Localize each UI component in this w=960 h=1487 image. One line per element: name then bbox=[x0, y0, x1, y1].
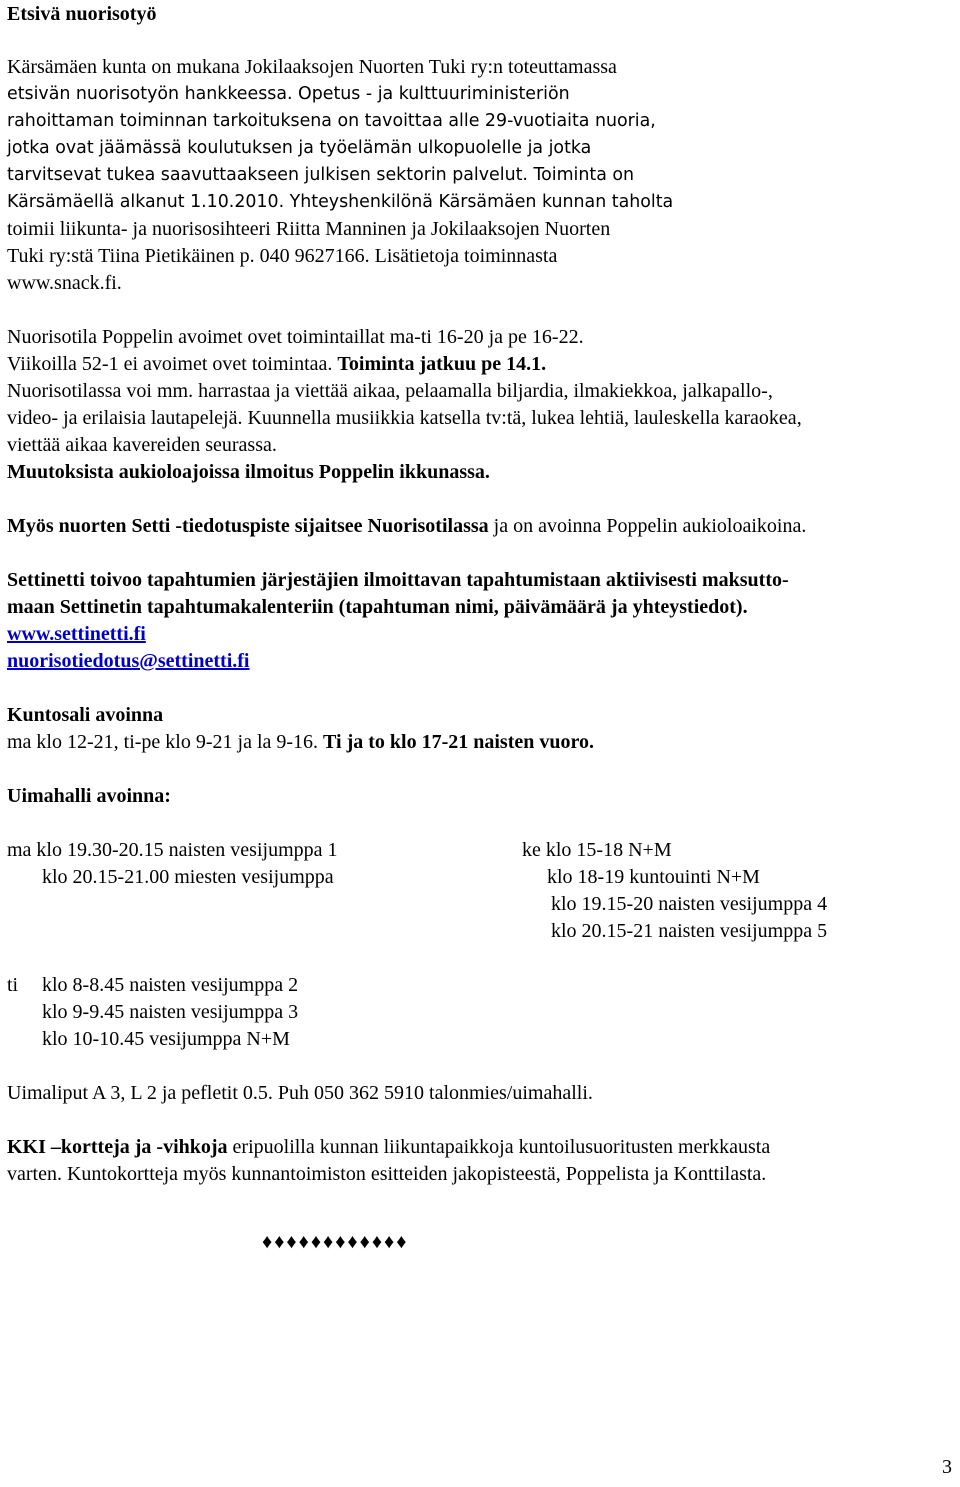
uimahalli-heading: Uimahalli avoinna: bbox=[7, 785, 171, 807]
settinetti-line: Settinetti toivoo tapahtumien järjestäjien ilmoittavan tapahtumistaan aktiivisesti maksutto- bbox=[7, 569, 789, 591]
settinetti-line: maan Settinetin tapahtumakalenteriin (tapahtuman nimi, päivämäärä ja yhteystiedot). bbox=[7, 596, 748, 618]
schedule-ma: klo 20.15-21.00 miesten vesijumppa bbox=[42, 866, 334, 888]
schedule-ke: klo 19.15-20 naisten vesijumppa 4 bbox=[551, 893, 828, 915]
etsiva-line: Tuki ry:stä Tiina Pietikäinen p. 040 9627166. Lisätietoja toiminnasta bbox=[7, 245, 558, 267]
poppeli-activities: viettää aikaa kavereiden seurassa. bbox=[7, 434, 277, 456]
kki-line: varten. Kuntokortteja myös kunnantoimiston esitteiden jakopisteestä, Poppelista ja Konttilasta. bbox=[7, 1163, 767, 1185]
poppeli-resume: Toiminta jatkuu pe 14.1. bbox=[337, 353, 547, 375]
page-number: 3 bbox=[942, 1456, 952, 1478]
poppeli-hours: Nuorisotila Poppelin avoimet ovet toimintaillat ma-ti 16-20 ja pe 16-22. bbox=[7, 326, 584, 348]
section-heading-etsiva: Etsivä nuorisotyö bbox=[7, 3, 157, 25]
uimahalli-prices: Uimaliput A 3, L 2 ja pefletit 0.5. Puh 050 362 5910 talonmies/uimahalli. bbox=[7, 1082, 593, 1104]
email-link[interactable]: nuorisotiedotus@settinetti.fi bbox=[7, 650, 250, 672]
etsiva-line: rahoittaman toiminnan tarkoituksena on tavoittaa alle 29-vuotiaita nuoria, bbox=[7, 111, 656, 131]
etsiva-line: jotka ovat jäämässä koulutuksen ja työelämän ulkopuolelle ja jotka bbox=[7, 138, 592, 158]
etsiva-line: etsivän nuorisotyön hankkeessa. Opetus - ja kulttuuriministeriön bbox=[7, 84, 570, 104]
schedule-ma: ma klo 19.30-20.15 naisten vesijumppa 1 bbox=[7, 839, 338, 861]
kuntosali-hours-text: ma klo 12-21, ti-pe klo 9-21 ja la 9-16. bbox=[7, 731, 324, 753]
settinetti-link[interactable]: www.settinetti.fi bbox=[7, 623, 146, 645]
poppeli-notice: Muutoksista aukioloajoissa ilmoitus Poppelin ikkunassa. bbox=[7, 461, 490, 483]
email-link-row bbox=[7, 648, 249, 675]
kuntosali-hours bbox=[7, 729, 594, 756]
etsiva-line: www.snack.fi. bbox=[7, 272, 122, 294]
settinetti-link-row bbox=[7, 621, 146, 648]
setti-bold: Myös nuorten Setti -tiedotuspiste sijaitsee Nuorisotilassa bbox=[7, 515, 489, 537]
etsiva-line: toimii liikunta- ja nuorisosihteeri Riitta Manninen ja Jokilaaksojen Nuorten bbox=[7, 218, 611, 240]
schedule-ke: klo 20.15-21 naisten vesijumppa 5 bbox=[551, 920, 828, 942]
kki-rest: eripuolilla kunnan liikuntapaikkoja kuntoilusuoritusten merkkausta bbox=[227, 1136, 771, 1158]
schedule-ke: ke klo 15-18 N+M bbox=[522, 839, 672, 861]
schedule-ti: klo 8-8.45 naisten vesijumppa 2 bbox=[42, 974, 299, 996]
kki-line bbox=[7, 1134, 770, 1161]
schedule-ti: klo 10-10.45 vesijumppa N+M bbox=[42, 1028, 290, 1050]
kki-bold: KKI –kortteja ja -vihkoja bbox=[7, 1136, 228, 1158]
schedule-ti: klo 9-9.45 naisten vesijumppa 3 bbox=[42, 1001, 299, 1023]
etsiva-line: Kärsämäen kunta on mukana Jokilaaksojen Nuorten Tuki ry:n toteuttamassa bbox=[7, 56, 617, 78]
etsiva-line: Kärsämäellä alkanut 1.10.2010. Yhteyshenkilönä Kärsämäen kunnan taholta bbox=[7, 192, 674, 212]
diamond-divider: ♦♦♦♦♦♦♦♦♦♦♦♦ bbox=[262, 1231, 409, 1253]
setti-info bbox=[7, 513, 806, 540]
kuntosali-heading: Kuntosali avoinna bbox=[7, 704, 164, 726]
setti-rest: ja on avoinna Poppelin aukioloaikoina. bbox=[488, 515, 807, 537]
kuntosali-women: Ti ja to klo 17-21 naisten vuoro. bbox=[323, 731, 595, 753]
poppeli-holiday bbox=[7, 351, 546, 378]
schedule-ti-label: ti bbox=[7, 974, 19, 996]
schedule-ke: klo 18-19 kuntouinti N+M bbox=[547, 866, 760, 888]
etsiva-line: tarvitsevat tukea saavuttaakseen julkisen sektorin palvelut. Toiminta on bbox=[7, 165, 635, 185]
poppeli-activities: Nuorisotilassa voi mm. harrastaa ja viettää aikaa, pelaamalla biljardia, ilmakiekkoa, jalkapallo-, bbox=[7, 380, 773, 402]
poppeli-activities: video- ja erilaisia lautapelejä. Kuunnella musiikkia katsella tv:tä, lukea lehtiä, lauleskella karaokea, bbox=[7, 407, 802, 429]
poppeli-holiday-text: Viikoilla 52-1 ei avoimet ovet toimintaa. bbox=[7, 353, 338, 375]
